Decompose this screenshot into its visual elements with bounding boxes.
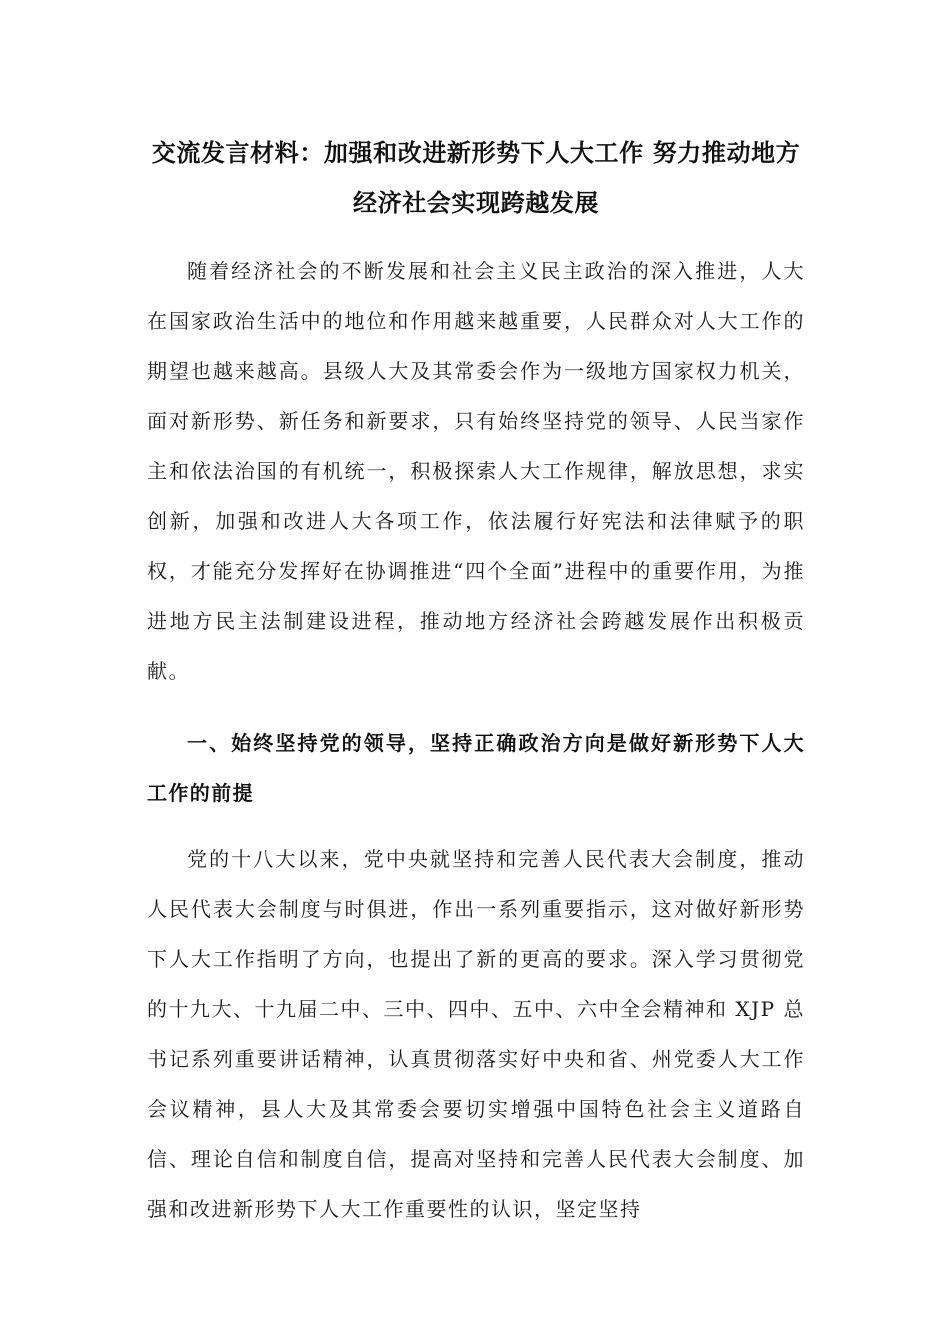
intro-paragraph: 随着经济社会的不断发展和社会主义民主政治的深入推进，人大在国家政治生活中的地位和作用越来越重要，人民群众对人大工作的期望也越来越高。县级人大及其常委会作为一级地方国家权力机关，面对新形势、新任务和新要求，只有始终坚持党的领导、人民当家作主和依法治国的有机统一，积极探索人大工作规律，解放思想，求实创新，加强和改进人大各项工作，依法履行好宪法和法律赋予的职权，才能充分发挥好在协调推进“四个全面”进程中的重要作用，为推进地方民主法制建设进程，推动地方经济社会跨越发展作出积极贡献。 xyxy=(147,259,805,683)
document-body xyxy=(147,128,805,1234)
section-1-paragraph: 党的十八大以来，党中央就坚持和完善人民代表大会制度，推动人民代表大会制度与时俱进，作出一系列重要指示，这对做好新形势下人大工作指明了方向，也提出了新的更高的要求。深入学习贯彻党的十九大、十九届二中、三中、四中、五中、六中全会精神和 XJP 总书记系列重要讲话精神，认真贯彻落实好中央和省、州党委人大工作会议精神，县人大及其常委会要切实增强中国特色社会主义道路自信、理论自信和制度自信，提高对坚持和完善人民代表大会制度、加强和改进新形势下人大工作重要性的认识，坚定坚持 xyxy=(147,847,805,1221)
document-title: 交流发言材料：加强和改进新形势下人大工作 努力推动地方经济社会实现跨越发展 xyxy=(151,139,801,217)
section-1-heading: 一、始终坚持党的领导，坚持正确政治方向是做好新形势下人大工作的前提 xyxy=(147,731,805,805)
